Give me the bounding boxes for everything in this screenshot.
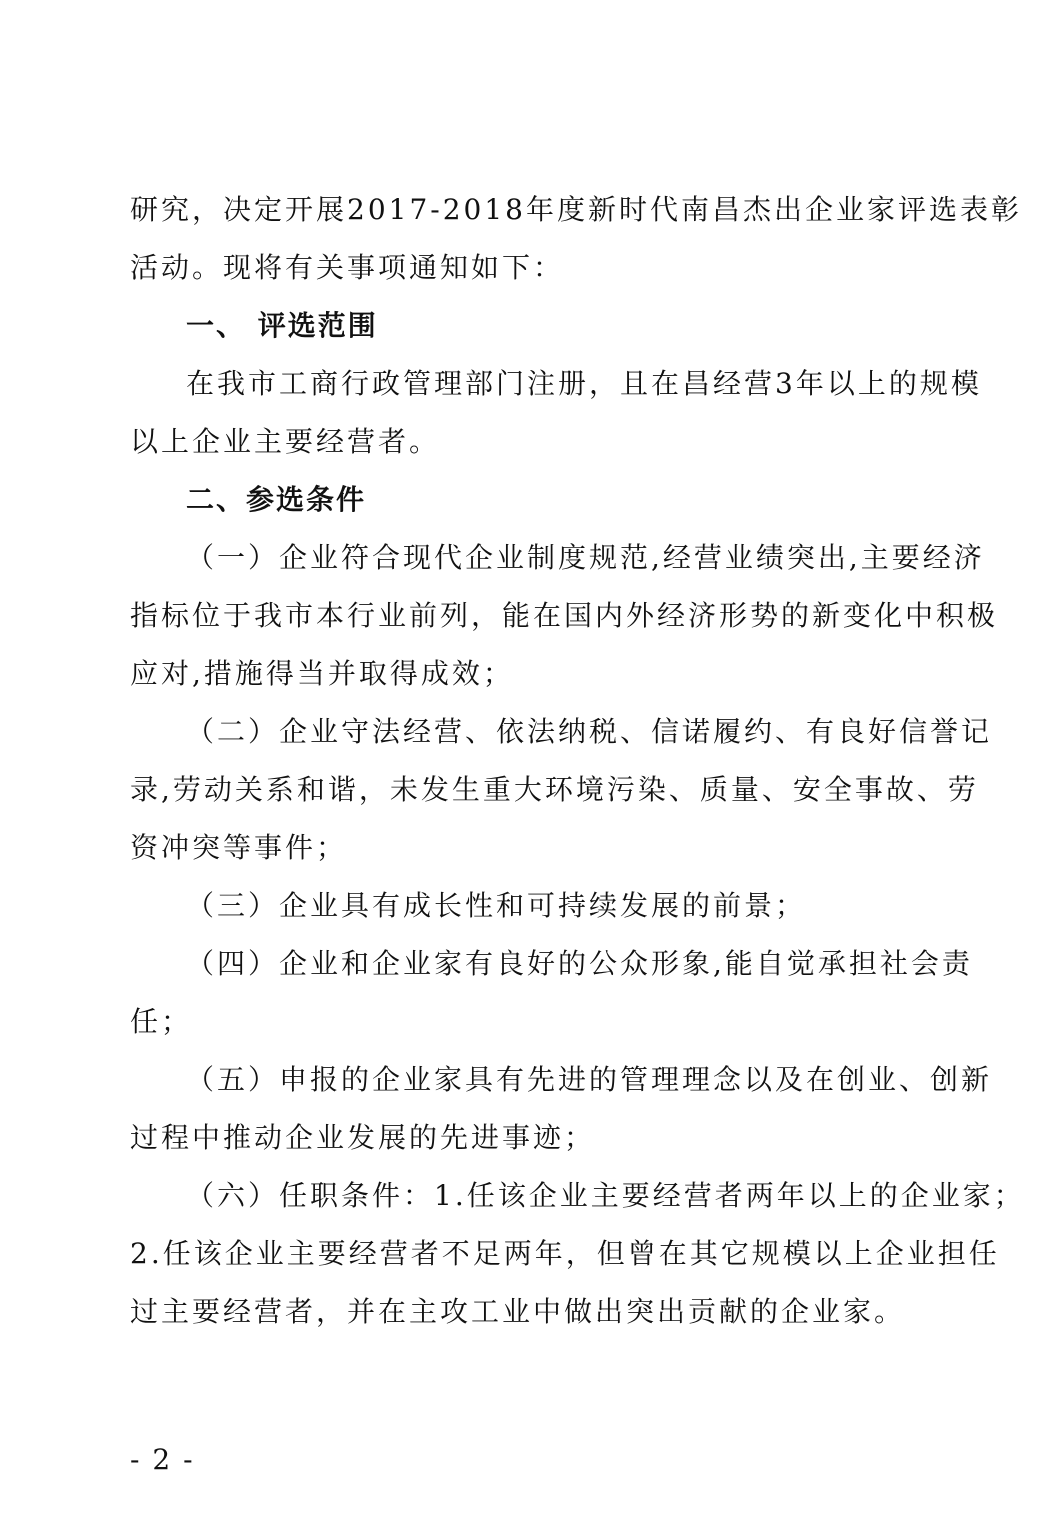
body-text-line: 在我市工商行政管理部门注册，且在昌经营3年以上的规模 — [186, 367, 982, 400]
condition-item-line: 指标位于我市本行业前列，能在国内外经济形势的新变化中积极 — [130, 599, 999, 632]
page-number: - 2 - — [130, 1443, 195, 1476]
condition-item-line: （一）企业符合现代企业制度规范,经营业绩突出,主要经济 — [186, 541, 985, 574]
condition-item-line: 录,劳动关系和谐，未发生重大环境污染、质量、安全事故、劳 — [130, 773, 979, 806]
section-heading-scope: 一、 评选范围 — [186, 309, 378, 342]
condition-item-line: （六）任职条件：1.任该企业主要经营者两年以上的企业家； — [186, 1179, 1025, 1212]
condition-item-line: 应对,措施得当并取得成效； — [130, 657, 514, 690]
condition-item-line: 过主要经营者，并在主攻工业中做出突出贡献的企业家。 — [130, 1295, 906, 1328]
condition-item-line: （三）企业具有成长性和可持续发展的前景； — [186, 889, 807, 922]
section-heading-conditions: 二、参选条件 — [186, 483, 367, 516]
body-text-line: 以上企业主要经营者。 — [130, 425, 441, 458]
condition-item-line: （五）申报的企业家具有先进的管理理念以及在创业、创新 — [186, 1063, 993, 1096]
condition-item-line: 2.任该企业主要经营者不足两年，但曾在其它规模以上企业担任 — [130, 1237, 1000, 1270]
body-text-line: 活动。现将有关事项通知如下： — [130, 251, 565, 284]
condition-item-line: 任； — [130, 1005, 193, 1038]
condition-item-line: （四）企业和企业家有良好的公众形象,能自觉承担社会责 — [186, 947, 973, 980]
body-text-line: 研究，决定开展2017-2018年度新时代南昌杰出企业家评选表彰 — [130, 193, 1022, 226]
condition-item-line: 过程中推动企业发展的先进事迹； — [130, 1121, 596, 1154]
condition-item-line: 资冲突等事件； — [130, 831, 348, 864]
condition-item-line: （二）企业守法经营、依法纳税、信诺履约、有良好信誉记 — [186, 715, 993, 748]
